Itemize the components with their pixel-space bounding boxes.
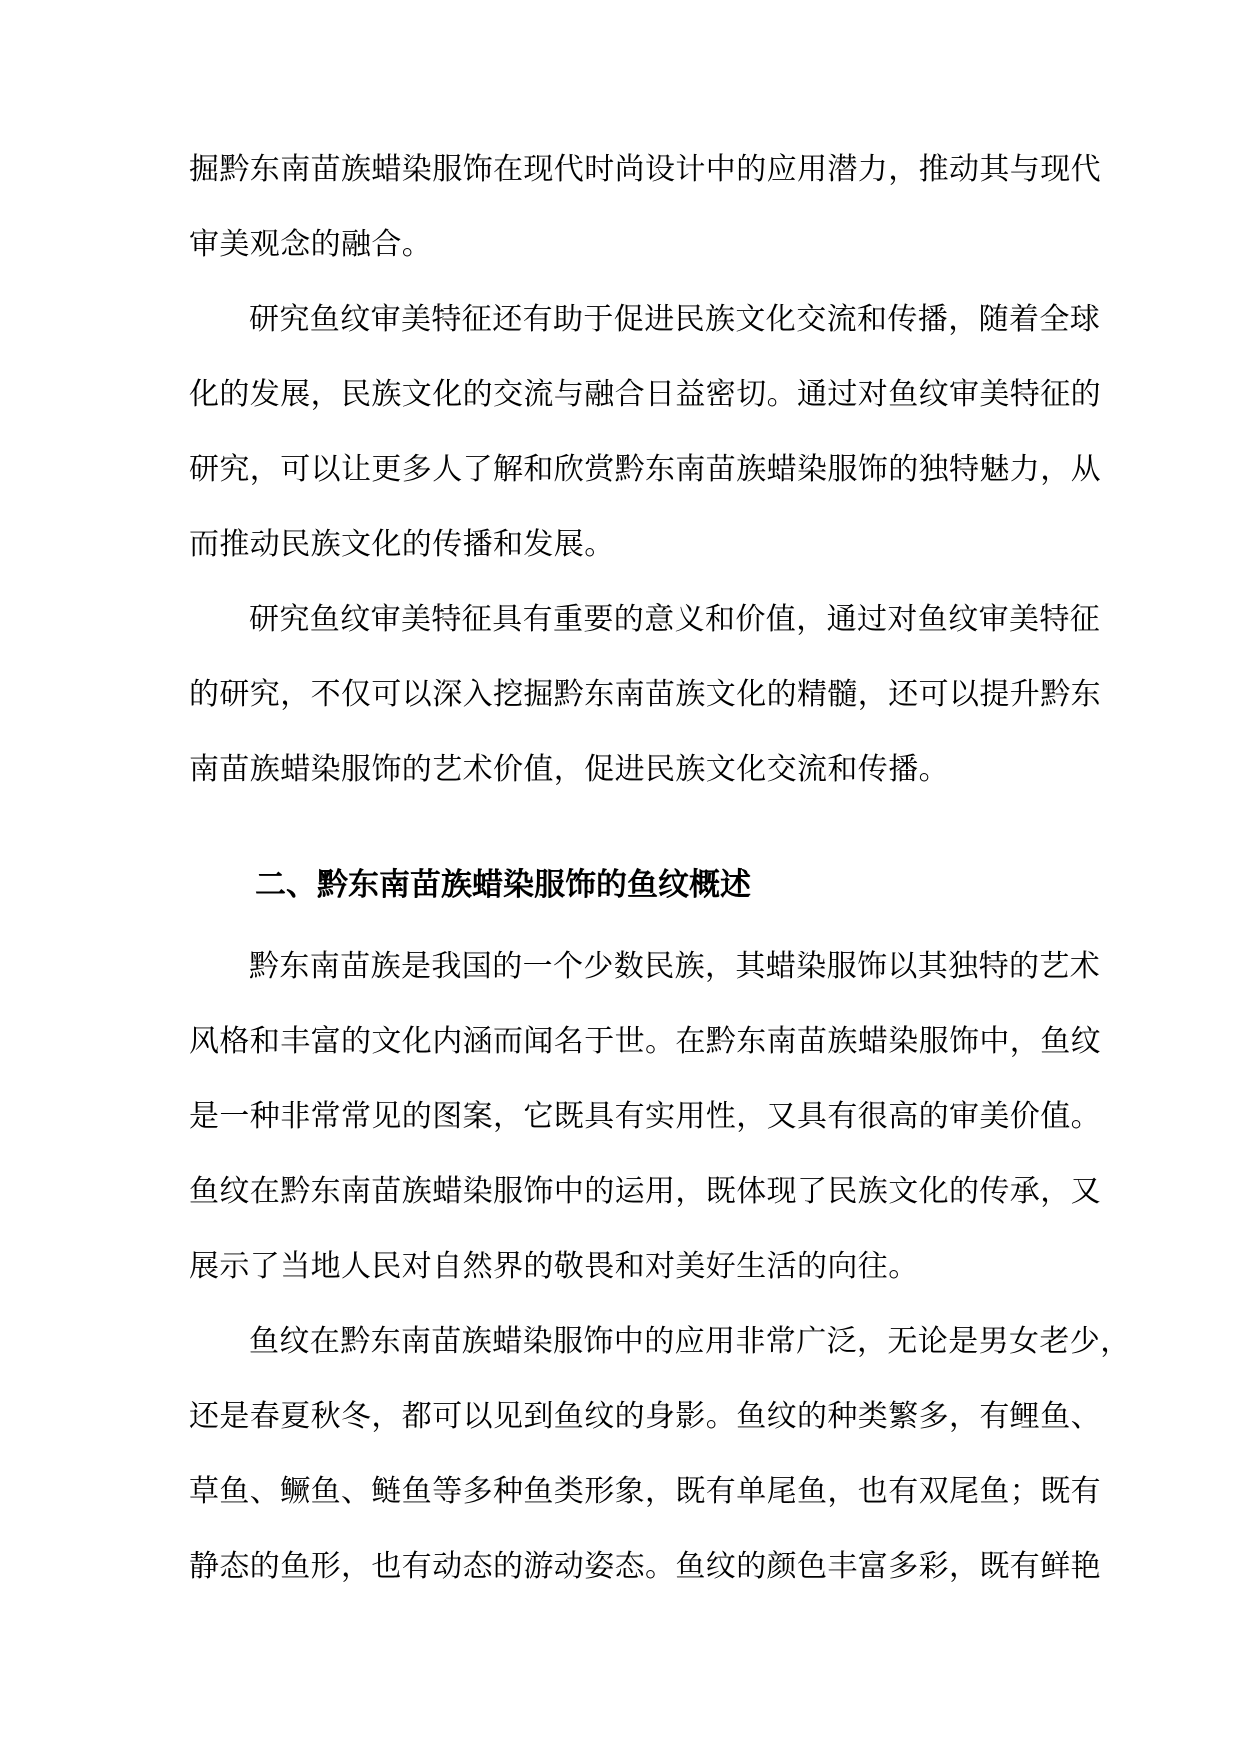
paragraph-line: 研究鱼纹审美特征具有重要的意义和价值，通过对鱼纹审美特征 bbox=[249, 602, 1101, 637]
paragraph-line: 静态的鱼形，也有动态的游动姿态。鱼纹的颜色丰富多彩，既有鲜艳 bbox=[189, 1549, 1101, 1584]
paragraph-line: 鱼纹在黔东南苗族蜡染服饰中的应用非常广泛，无论是男女老少， bbox=[249, 1324, 1131, 1359]
section-heading: 二、黔东南苗族蜡染服饰的鱼纹概述 bbox=[255, 867, 751, 903]
paragraph-line: 展示了当地人民对自然界的敬畏和对美好生活的向往。 bbox=[189, 1249, 919, 1284]
paragraph-line: 研究，可以让更多人了解和欣赏黔东南苗族蜡染服饰的独特魅力，从 bbox=[189, 452, 1101, 487]
paragraph-line: 是一种非常常见的图案，它既具有实用性，又具有很高的审美价值。 bbox=[189, 1099, 1101, 1134]
paragraph-line: 鱼纹在黔东南苗族蜡染服饰中的运用，既体现了民族文化的传承，又 bbox=[189, 1174, 1101, 1209]
paragraph-line: 研究鱼纹审美特征还有助于促进民族文化交流和传播，随着全球 bbox=[249, 302, 1101, 337]
paragraph-line: 风格和丰富的文化内涵而闻名于世。在黔东南苗族蜡染服饰中，鱼纹 bbox=[189, 1024, 1101, 1059]
paragraph-line: 南苗族蜡染服饰的艺术价值，促进民族文化交流和传播。 bbox=[189, 752, 949, 787]
paragraph-line: 而推动民族文化的传播和发展。 bbox=[189, 527, 615, 562]
paragraph-line: 黔东南苗族是我国的一个少数民族，其蜡染服饰以其独特的艺术 bbox=[249, 949, 1101, 984]
paragraph-line: 还是春夏秋冬，都可以见到鱼纹的身影。鱼纹的种类繁多，有鲤鱼、 bbox=[189, 1399, 1101, 1434]
paragraph-line: 掘黔东南苗族蜡染服饰在现代时尚设计中的应用潜力，推动其与现代 bbox=[189, 152, 1101, 187]
paragraph-line: 审美观念的融合。 bbox=[189, 227, 433, 262]
paragraph-line: 化的发展，民族文化的交流与融合日益密切。通过对鱼纹审美特征的 bbox=[189, 377, 1101, 412]
paragraph-line: 草鱼、鳜鱼、鲢鱼等多种鱼类形象，既有单尾鱼，也有双尾鱼；既有 bbox=[189, 1474, 1101, 1509]
paragraph-line: 的研究，不仅可以深入挖掘黔东南苗族文化的精髓，还可以提升黔东 bbox=[189, 677, 1101, 712]
